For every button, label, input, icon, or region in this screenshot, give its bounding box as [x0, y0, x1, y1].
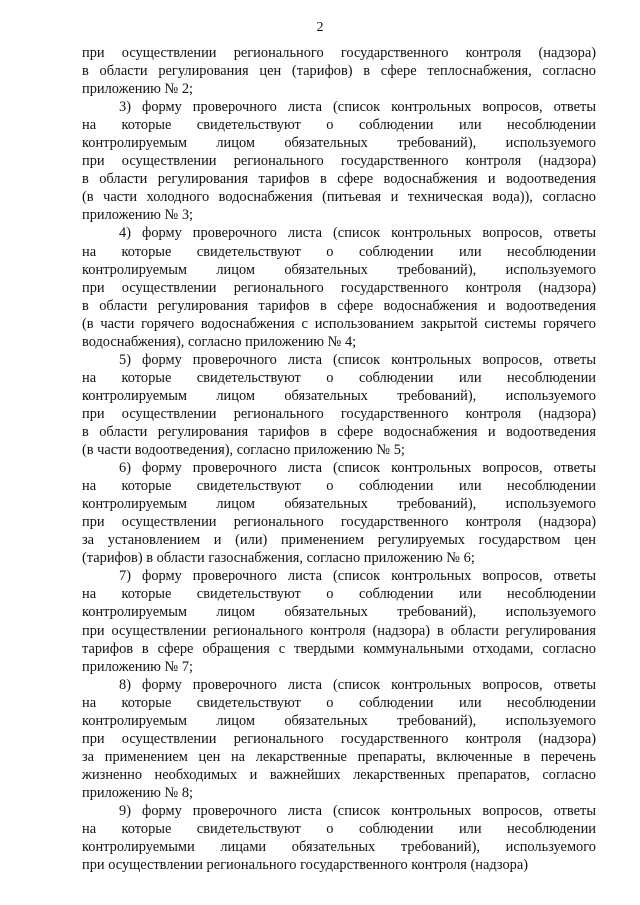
text-line: при осуществлении регионального государственного контроля (надзора) [82, 279, 596, 296]
text-line: 8) форму проверочного листа (список контрольных вопросов, ответы [119, 676, 596, 693]
text-line: контролируемым лицом обязательных требований), используемого [82, 712, 596, 729]
text-line: 9) форму проверочного листа (список контрольных вопросов, ответы [119, 802, 596, 819]
text-line: приложению № 8; [82, 784, 194, 801]
text-line: (в части горячего водоснабжения с использованием закрытой системы горячего [82, 315, 596, 332]
text-line: 5) форму проверочного листа (список контрольных вопросов, ответы [119, 351, 596, 368]
text-line: при осуществлении регионального государственного контроля (надзора) [82, 405, 596, 422]
text-line: тарифов в сфере обращения с твердыми коммунальными отходами, согласно [82, 640, 596, 657]
text-line: в области регулирования тарифов в сфере водоснабжения и водоотведения [82, 171, 596, 188]
text-line: на которые свидетельствуют о соблюдении или несоблюдении [82, 821, 596, 838]
paragraph [82, 567, 596, 675]
text-line: приложению № 3; [82, 207, 194, 224]
text-line: за установлением и (или) применением регулируемых государством цен [82, 532, 596, 549]
text-line: на которые свидетельствуют о соблюдении или несоблюдении [82, 243, 596, 260]
text-line: при осуществлении регионального государственного контроля (надзора) [82, 857, 529, 874]
text-line: (тарифов) в области газоснабжения, согласно приложению № 6; [82, 550, 475, 567]
text-line: при осуществлении регионального государственного контроля (надзора) [82, 45, 596, 61]
text-line: 3) форму проверочного листа (список контрольных вопросов, ответы [119, 99, 596, 116]
text-line: при осуществлении регионального государственного контроля (надзора) [82, 730, 596, 747]
text-line: 4) форму проверочного листа (список контрольных вопросов, ответы [119, 225, 596, 242]
text-line: на которые свидетельствуют о соблюдении или несоблюдении [82, 369, 596, 386]
paragraph [82, 44, 596, 98]
paragraph [82, 224, 596, 350]
paragraph [82, 98, 596, 224]
text-line: 6) форму проверочного листа (список контрольных вопросов, ответы [119, 460, 596, 477]
text-line: жизненно необходимых и важнейших лекарственных препаратов, согласно [82, 766, 596, 783]
text-line: при осуществлении регионального государственного контроля (надзора) [82, 514, 596, 531]
text-line: при осуществлении регионального государственного контроля (надзора) [82, 153, 596, 170]
text-line: на которые свидетельствуют о соблюдении или несоблюдении [82, 694, 596, 711]
text-line: 7) форму проверочного листа (список контрольных вопросов, ответы [119, 568, 596, 585]
text-line: (в части водоотведения), согласно приложению № 5; [82, 442, 405, 459]
text-line: приложению № 7; [82, 658, 194, 675]
text-line: контролируемым лицом обязательных требований), используемого [82, 387, 596, 404]
text-line: на которые свидетельствуют о соблюдении или несоблюдении [82, 117, 596, 134]
document-body [82, 44, 596, 874]
text-line: за применением цен на лекарственные препараты, включенные в перечень [82, 748, 596, 765]
text-line: на которые свидетельствуют о соблюдении или несоблюдении [82, 478, 596, 495]
text-line: при осуществлении регионального контроля (надзора) в области регулирования [82, 622, 596, 639]
text-line: приложению № 2; [82, 81, 194, 98]
text-line: в области регулирования цен (тарифов) в сфере теплоснабжения, согласно [82, 63, 596, 80]
text-line: контролируемым лицом обязательных требований), используемого [82, 604, 596, 621]
text-line: контролируемым лицом обязательных требований), используемого [82, 261, 596, 278]
text-line: (в части холодного водоснабжения (питьевая и техническая вода)), согласно [82, 189, 596, 206]
text-line: в области регулирования тарифов в сфере водоснабжения и водоотведения [82, 423, 596, 440]
paragraph [82, 351, 596, 459]
page-number: 2 [316, 20, 324, 35]
paragraph [82, 676, 596, 802]
text-line: водоснабжения), согласно приложению № 4; [82, 333, 357, 350]
text-line: контролируемым лицом обязательных требований), используемого [82, 135, 596, 152]
text-line: контролируемыми лицами обязательных требований), используемого [82, 839, 596, 856]
text-line: на которые свидетельствуют о соблюдении или несоблюдении [82, 586, 596, 603]
text-line: в области регулирования тарифов в сфере водоснабжения и водоотведения [82, 297, 596, 314]
paragraph [82, 459, 596, 567]
paragraph [82, 802, 596, 874]
text-line: контролируемым лицом обязательных требований), используемого [82, 496, 596, 513]
